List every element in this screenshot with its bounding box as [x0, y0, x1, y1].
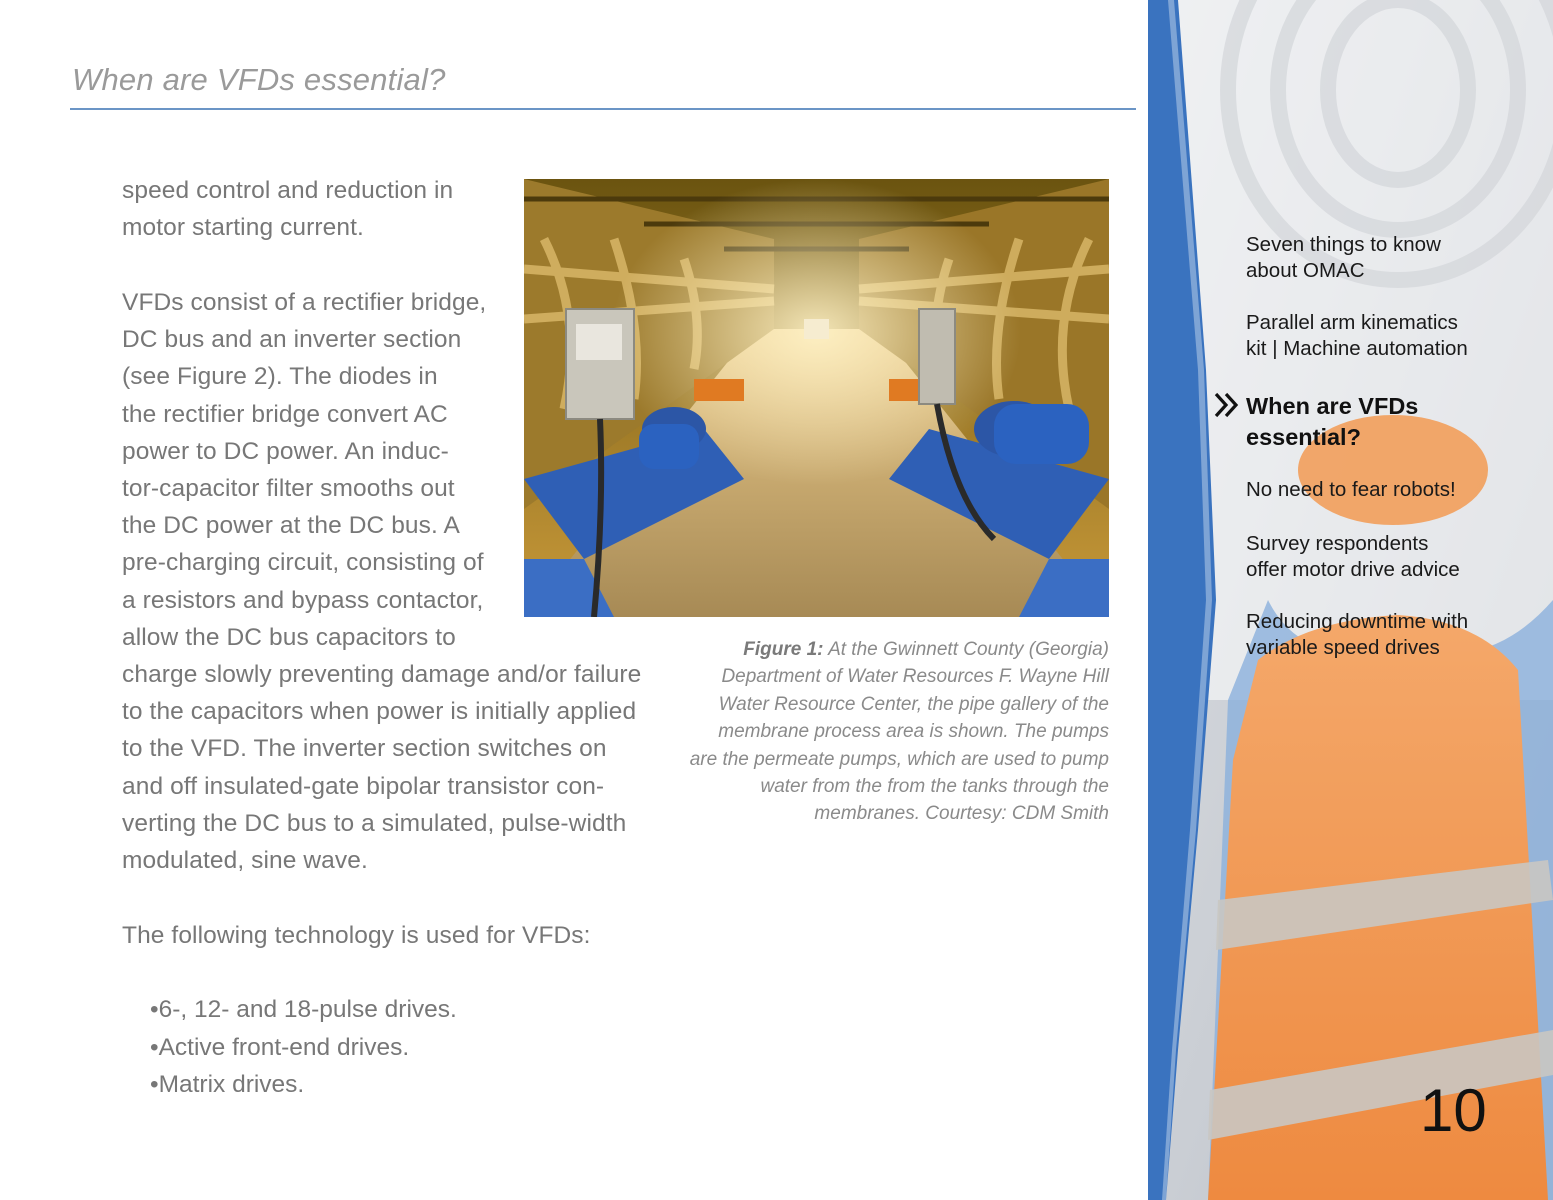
sidebar-item-survey[interactable]: Survey respondents offer motor drive advice — [1246, 532, 1460, 581]
sidebar-item-vfds-active[interactable]: When are VFDs essential? — [1246, 393, 1419, 450]
list-item: • Active front-end drives. — [150, 1029, 457, 1067]
sidebar-item-robots[interactable]: No need to fear robots! — [1246, 478, 1456, 501]
page-number: 10 — [1420, 1077, 1487, 1144]
header-divider — [70, 108, 1136, 110]
figure-caption — [689, 636, 1109, 828]
figure-photo-pipe-gallery — [524, 179, 1109, 617]
list-item: • Matrix drives. — [150, 1066, 457, 1104]
sidebar-background-image — [1148, 0, 1553, 1200]
figure-caption-label: Figure 1: — [743, 639, 824, 660]
sidebar-navigation — [1148, 0, 1553, 1200]
double-chevron-right-icon — [1212, 390, 1242, 420]
figure-caption-text: At the Gwinnett County (Georgia) Department of Water Resources F. Wayne Hill Water Resource Center, the pipe gallery of the membrane process area is shown. The pumps are the permeate pumps, which are used to pump water from the from the tanks through the membranes. Courtesy: CDM Smith — [689, 639, 1109, 825]
list-item: • 6-, 12- and 18-pulse drives. — [150, 991, 457, 1029]
body-paragraph-vfd-components: VFDs consist of a rectifier bridge, DC bus and an inverter section (see Figure 2). The diodes in the rectifier bridge convert AC power to DC power. An induc- tor-capacitor filter smooths out the DC power at the DC bus. A pre-charging circuit, consisting of a resistors and bypass contactor, allow the DC bus capacitors to charge slowly preventing damage and/or failure to the capacitors when power is initially applied to the VFD. The inverter section switches on and off insulated-gate bipolar transistor con- verting the DC bus to a simulated, pulse-width modulated, sine wave. — [122, 289, 642, 875]
body-paragraph-intro: speed control and reduction in motor starting current. — [122, 177, 454, 242]
sidebar-item-omac[interactable]: Seven things to know about OMAC — [1246, 233, 1441, 282]
sidebar-item-downtime[interactable]: Reducing downtime with variable speed drives — [1246, 610, 1469, 659]
body-paragraph-technology: The following technology is used for VFDs: — [122, 922, 591, 949]
page-title: When are VFDs essential? — [72, 62, 446, 97]
sidebar-item-parallel-arm[interactable]: Parallel arm kinematics kit | Machine automation — [1246, 311, 1468, 360]
technology-list — [150, 991, 457, 1104]
